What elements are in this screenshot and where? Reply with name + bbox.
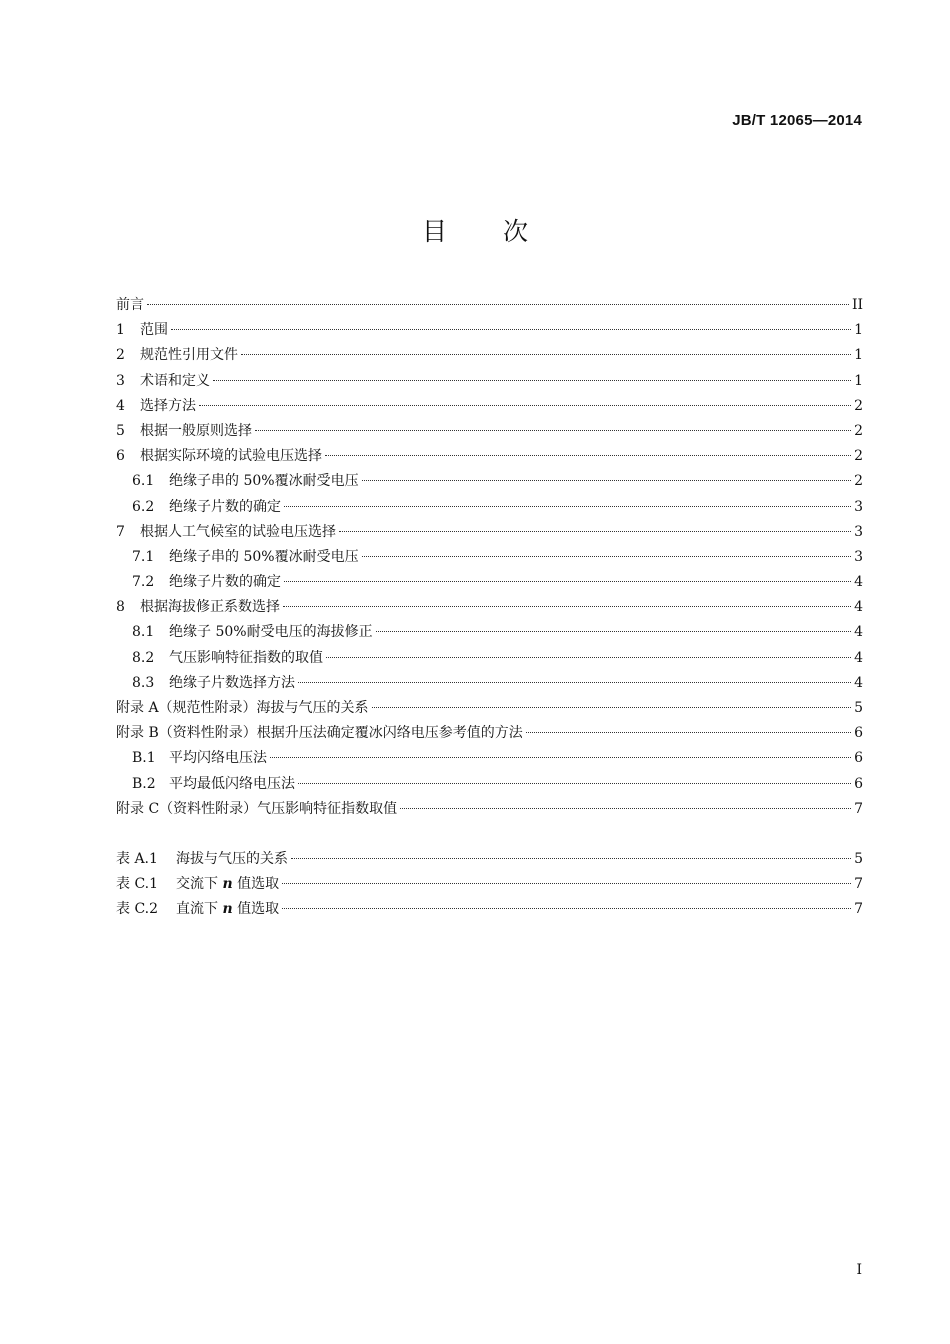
toc-entry-page: 2 [854,397,863,414]
toc-entry-label: 平均闪络电压法 [169,750,267,767]
dot-leader [362,556,852,557]
toc-entry-label: 选择方法 [140,397,196,414]
dot-leader [213,380,851,381]
dot-leader [291,858,851,859]
toc-entry-8-1[interactable] [116,620,863,645]
toc-entry-number: 1 [116,322,125,339]
toc-entry-page: 6 [854,725,863,742]
toc-entry-8[interactable] [116,595,863,620]
dot-leader [282,908,851,909]
toc-entry-label: 根据海拔修正系数选择 [140,599,280,616]
table-entry-c1[interactable] [116,872,863,897]
toc-entry-page: 4 [854,574,863,591]
toc-entry-number: 6 [116,448,125,465]
toc-entry-label: 气压影响特征指数的取值 [169,649,323,666]
dot-leader [362,480,852,481]
toc-entry-label: 附录 C（资料性附录）气压影响特征指数取值 [116,800,398,817]
toc-entry-label: 根据人工气候室的试验电压选择 [140,523,336,540]
dot-leader [284,581,851,582]
toc-entry-number: 3 [116,372,125,389]
dot-leader [284,506,851,507]
toc-entry-page: 4 [854,599,863,616]
toc-entry-number: 7 [116,523,125,540]
toc-entry-page: 1 [854,347,863,364]
toc-entry-3[interactable] [116,369,863,394]
dot-leader [326,657,851,658]
toc-entry-page: 2 [854,422,863,439]
dot-leader [282,883,851,884]
toc-entry-page: 2 [854,448,863,465]
dot-leader [270,757,851,758]
toc-entry-appendix-a[interactable] [116,696,863,721]
toc-entry-page: 4 [854,674,863,691]
toc-entry-page: 3 [854,548,863,565]
toc-entry-number: 4 [116,397,125,414]
table-entry-number: 表 A.1 [116,851,158,867]
toc-entry-page: 6 [854,750,863,767]
toc-entry-4[interactable] [116,394,863,419]
toc-entry-7-1[interactable] [116,545,863,570]
toc-entry-7-2[interactable] [116,570,863,595]
page-number: I [856,1262,862,1278]
toc-entry-page: 3 [854,498,863,515]
toc-list [116,293,863,822]
toc-entry-number: 8 [116,599,125,616]
toc-entry-label: 绝缘子片数的确定 [169,498,281,515]
toc-entry-label: 根据实际环境的试验电压选择 [140,448,322,465]
table-entry-number: 表 C.1 [116,876,159,893]
toc-entry-number: 6.1 [132,473,155,490]
toc-entry-label: 绝缘子片数的确定 [169,574,281,591]
table-entry-label: 海拔与气压的关系 [176,851,288,867]
toc-entry-label: 平均最低闪络电压法 [169,775,295,792]
table-entry-page: 7 [854,876,863,893]
toc-entry-page: 3 [854,523,863,540]
toc-entry-foreword[interactable] [116,293,863,318]
dot-leader [298,682,851,683]
toc-entry-8-2[interactable] [116,646,863,671]
toc-entry-number: 2 [116,347,125,364]
toc-entry-number: 7.1 [132,548,155,565]
toc-entry-label: 范围 [140,322,168,339]
dot-leader [400,808,851,809]
toc-entry-number: 6.2 [132,498,155,515]
dot-leader [339,531,851,532]
toc-entry-page: 6 [854,775,863,792]
dot-leader [147,304,849,305]
dot-leader [283,606,851,607]
toc-entry-label: 前言 [116,297,144,313]
dot-leader [376,631,852,632]
dot-leader [526,732,851,733]
toc-entry-1[interactable] [116,318,863,343]
table-entry-label: 交流下 n 值选取 [176,876,280,893]
toc-entry-page: 7 [854,800,863,817]
toc-entry-7[interactable] [116,520,863,545]
toc-entry-b-2[interactable] [116,772,863,797]
toc-entry-number: 8.2 [132,649,155,666]
toc-entry-page: 2 [854,473,863,490]
toc-entry-label: 根据一般原则选择 [140,422,252,439]
toc-entry-page: 1 [854,372,863,389]
table-entry-a1[interactable] [116,847,863,872]
toc-entry-number: 5 [116,422,125,439]
toc-entry-6[interactable] [116,444,863,469]
toc-entry-6-1[interactable] [116,469,863,494]
table-list [116,847,863,923]
toc-entry-number: 8.1 [132,624,155,641]
toc-entry-page: 5 [854,700,863,716]
table-entry-c2[interactable] [116,897,863,922]
toc-entry-page: II [851,297,863,313]
dot-leader [372,707,852,708]
dot-leader [171,329,851,330]
toc-entry-8-3[interactable] [116,671,863,696]
toc-entry-page: 1 [854,322,863,339]
toc-entry-label: 绝缘子片数选择方法 [169,674,295,691]
toc-entry-number: 8.3 [132,674,155,691]
toc-entry-page: 4 [854,649,863,666]
dot-leader [241,354,851,355]
toc-entry-2[interactable] [116,343,863,368]
toc-entry-6-2[interactable] [116,495,863,520]
table-entry-label: 直流下 n 值选取 [176,901,280,918]
toc-entry-label: 绝缘子串的 50%覆冰耐受电压 [169,548,359,565]
toc-entry-label: 术语和定义 [140,372,210,389]
toc-entry-label: 附录 A（规范性附录）海拔与气压的关系 [116,700,369,716]
dot-leader [255,430,851,431]
toc-entry-label: 附录 B（资料性附录）根据升压法确定覆冰闪络电压参考值的方法 [116,725,523,742]
toc-entry-b-1[interactable] [116,746,863,771]
toc-entry-appendix-b[interactable] [116,721,863,746]
toc-entry-label: 绝缘子 50%耐受电压的海拔修正 [169,624,373,641]
toc-entry-number: 7.2 [132,574,155,591]
toc-entry-5[interactable] [116,419,863,444]
toc-entry-label: 绝缘子串的 50%覆冰耐受电压 [169,473,359,490]
table-entry-page: 7 [854,901,863,918]
toc-entry-appendix-c[interactable] [116,797,863,822]
toc-title: 目次 [421,217,584,246]
dot-leader [325,455,851,456]
dot-leader [298,783,851,784]
toc-entry-label: 规范性引用文件 [140,347,238,364]
standard-number: JB/T 12065—2014 [732,112,862,129]
table-entry-number: 表 C.2 [116,901,159,918]
toc-entry-number: B.2 [132,775,156,792]
dot-leader [199,405,851,406]
toc-entry-page: 4 [854,624,863,641]
table-entry-page: 5 [854,851,863,867]
toc-entry-number: B.1 [132,750,156,767]
